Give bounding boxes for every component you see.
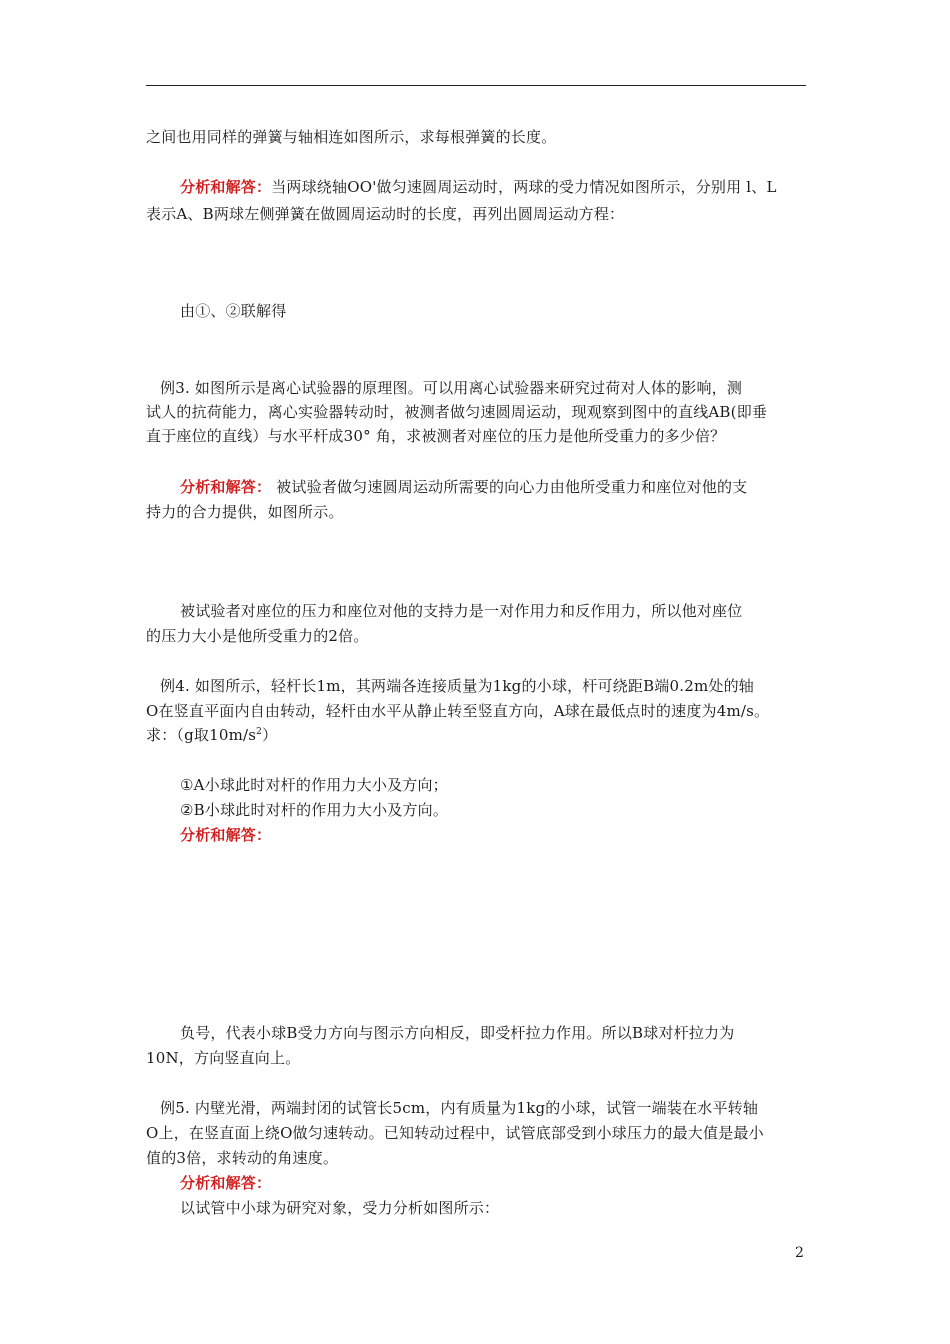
ex3-line2: 试人的抗荷能力，离心实验器转动时，被测者做匀速圆周运动，现观察到图中的直线AB(即垂 [146,403,768,421]
ex4-conclusion-line1: 负号，代表小球B受力方向与图示方向相反，即受杆拉力作用。所以B球对杆拉力为 [180,1024,735,1042]
header-rule [146,85,806,86]
ex4-line1: 例4. 如图所示，轻杆长1m，其两端各连接质量为1kg的小球，杆可绕距B端0.2m处的轴 [160,677,754,695]
analysis-text: 被试验者做匀速圆周运动所需要的向心力由他所受重力和座位对他的支 [271,478,748,496]
ex5-analysis-line1: 以试管中小球为研究对象，受力分析如图所示： [180,1199,500,1217]
ex3-conclusion-line2: 的压力大小是他所受重力的2倍。 [146,627,369,645]
ex2-analysis-line1 [180,177,777,197]
ex3-conclusion-line1: 被试验者对座位的压力和座位对他的支持力是一对作用力和反作用力，所以他对座位 [180,602,743,620]
page-number: 2 [795,1245,804,1261]
ex5-line2: O上，在竖直面上绕O做匀速转动。已知转动过程中，试管底部受到小球压力的最大值是最小 [146,1124,764,1142]
ex4-line3-text: 求：（g取10m/s [146,726,257,744]
ex3-analysis-line1 [180,477,747,497]
ex5-line1: 例5. 内壁光滑，两端封闭的试管长5cm，内有质量为1kg的小球，试管一端装在水平转轴 [160,1099,759,1117]
ex4-question-1: ①A小球此时对杆的作用力大小及方向； [180,776,448,794]
ex3-analysis-line2: 持力的合力提供，如图所示。 [146,503,344,521]
ex5-line3: 值的3倍，求转动的角速度。 [146,1149,339,1167]
analysis-label: 分析和解答： [180,178,272,196]
ex4-conclusion-line2: 10N，方向竖直向上。 [146,1049,301,1067]
ex3-line3: 直于座位的直线）与水平杆成30° 角，求被测者对座位的压力是他所受重力的多少倍？ [146,427,726,445]
ex4-analysis-label: 分析和解答： [180,826,272,844]
ex4-line3-end: ） [262,726,278,744]
paragraph-line: 之间也用同样的弹簧与轴相连如图所示，求每根弹簧的长度。 [146,128,557,146]
ex5-analysis-label: 分析和解答： [180,1174,272,1192]
ex2-analysis-line2: 表示A、B两球左侧弹簧在做圆周运动时的长度，再列出圆周运动方程： [146,205,625,223]
ex4-line3 [146,725,277,745]
ex3-line1: 例3. 如图所示是离心试验器的原理图。可以用离心试验器来研究过荷对人体的影响，测 [160,379,743,397]
ex4-question-2: ②B小球此时对杆的作用力大小及方向。 [180,801,449,819]
ex2-solve-line: 由①、②联解得 [180,302,287,320]
analysis-text: 当两球绕轴OO'做匀速圆周运动时，两球的受力情况如图所示，分别用 l、L [271,178,777,196]
ex4-line3-sup: 2 [256,727,263,737]
analysis-label: 分析和解答： [180,478,272,496]
ex4-line2: O在竖直平面内自由转动，轻杆由水平从静止转至竖直方向，A球在最低点时的速度为4m/s。 [146,702,770,720]
